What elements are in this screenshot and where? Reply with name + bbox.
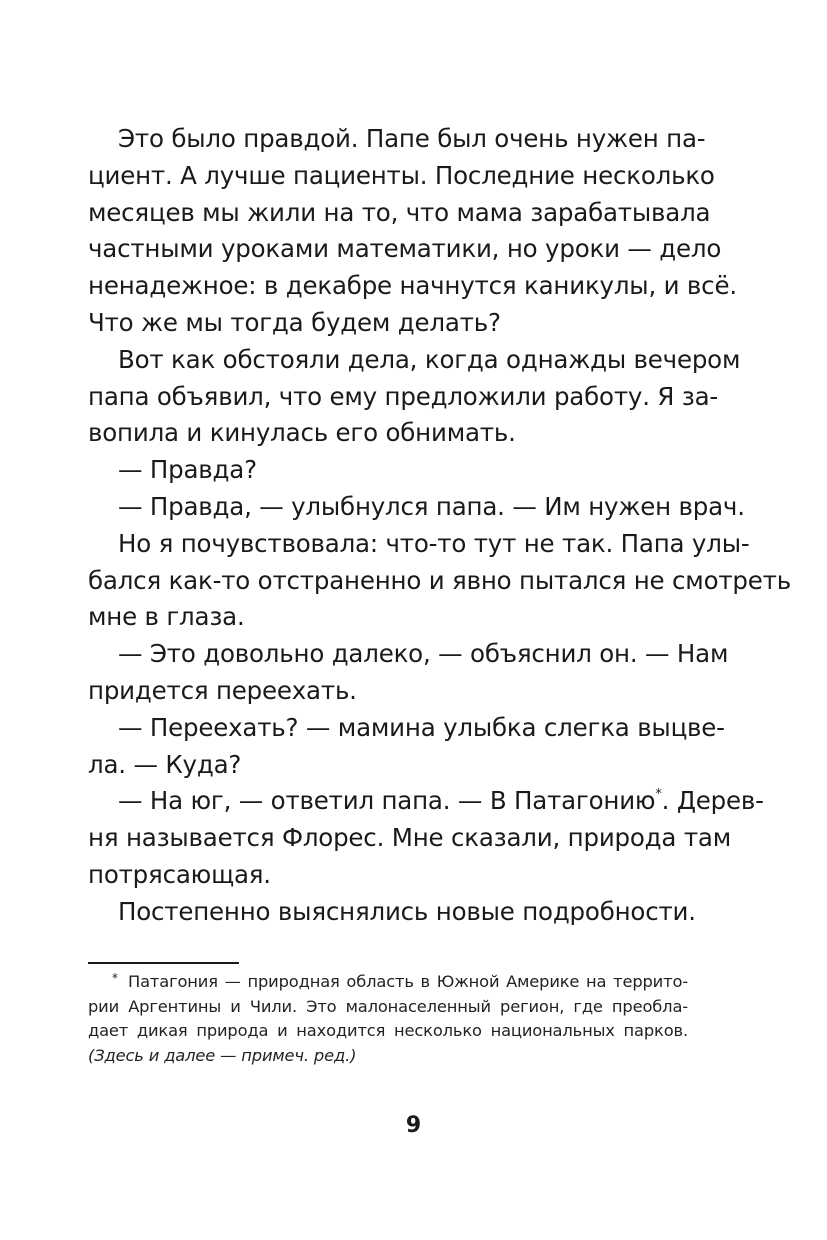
text-line — [88, 783, 764, 820]
text-line: потрясающая. — [88, 859, 271, 889]
footnote-line: (Здесь и далее — примеч. ред.) — [88, 1045, 357, 1065]
text-line: — Это довольно далеко, — объяснил он. — Нам — [118, 639, 729, 669]
text-line: мне в глаза. — [88, 602, 245, 632]
text-line: ла. — Куда? — [88, 749, 242, 779]
text-line: месяцев мы жили на то, что мама зарабатывала — [88, 197, 711, 227]
page-number: 9 — [405, 1113, 422, 1138]
footnote-marker: * — [112, 971, 118, 985]
body-text — [88, 121, 791, 931]
text-line: Что же мы тогда будем делать? — [88, 307, 501, 337]
text-fragment: — На юг, — ответил папа. — В Патагонию — [118, 786, 656, 816]
text-line: — Правда? — [118, 455, 257, 485]
text-line: — Правда, — улыбнулся папа. — Им нужен врач. — [118, 491, 745, 521]
footnote-line: дает дикая природа и находится несколько национальных парков. — [88, 1021, 688, 1041]
text-line: Это было правдой. Папе был очень нужен па- — [118, 124, 706, 153]
text-line: бался как-то отстраненно и явно пытался не смотреть — [88, 565, 791, 595]
text-line: папа объявил, что ему предложили работу. Я за- — [88, 381, 719, 411]
text-line: придется переехать. — [88, 675, 357, 705]
footnote — [88, 970, 688, 1068]
text-line: ненадежное: в декабре начнутся каникулы, и всё. — [88, 271, 737, 301]
footnote-reference-mark: * — [655, 787, 662, 803]
text-line: частными уроками математики, но уроки — дело — [88, 234, 722, 264]
footnote-line — [88, 970, 688, 995]
text-line: Но я почувствовала: что-то тут не так. Папа улы- — [118, 528, 750, 558]
text-line: Вот как обстояли дела, когда однажды вечером — [118, 344, 741, 374]
text-line: циент. А лучше пациенты. Последние несколько — [88, 160, 715, 190]
text-fragment: . Дерев- — [661, 786, 764, 816]
text-line: вопила и кинулась его обнимать. — [88, 418, 516, 448]
footnote-divider — [88, 962, 239, 964]
footnote-text: Патагония — природная область в Южной Америке на террито- — [128, 972, 688, 991]
text-line: ня называется Флорес. Мне сказали, природа там — [88, 823, 731, 853]
footnote-line: рии Аргентины и Чили. Это малонаселенный регион, где преобла- — [88, 996, 688, 1016]
text-line: Постепенно выяснялись новые подробности. — [118, 896, 696, 926]
text-line: — Переехать? — мамина улыбка слегка выцве- — [118, 712, 725, 742]
